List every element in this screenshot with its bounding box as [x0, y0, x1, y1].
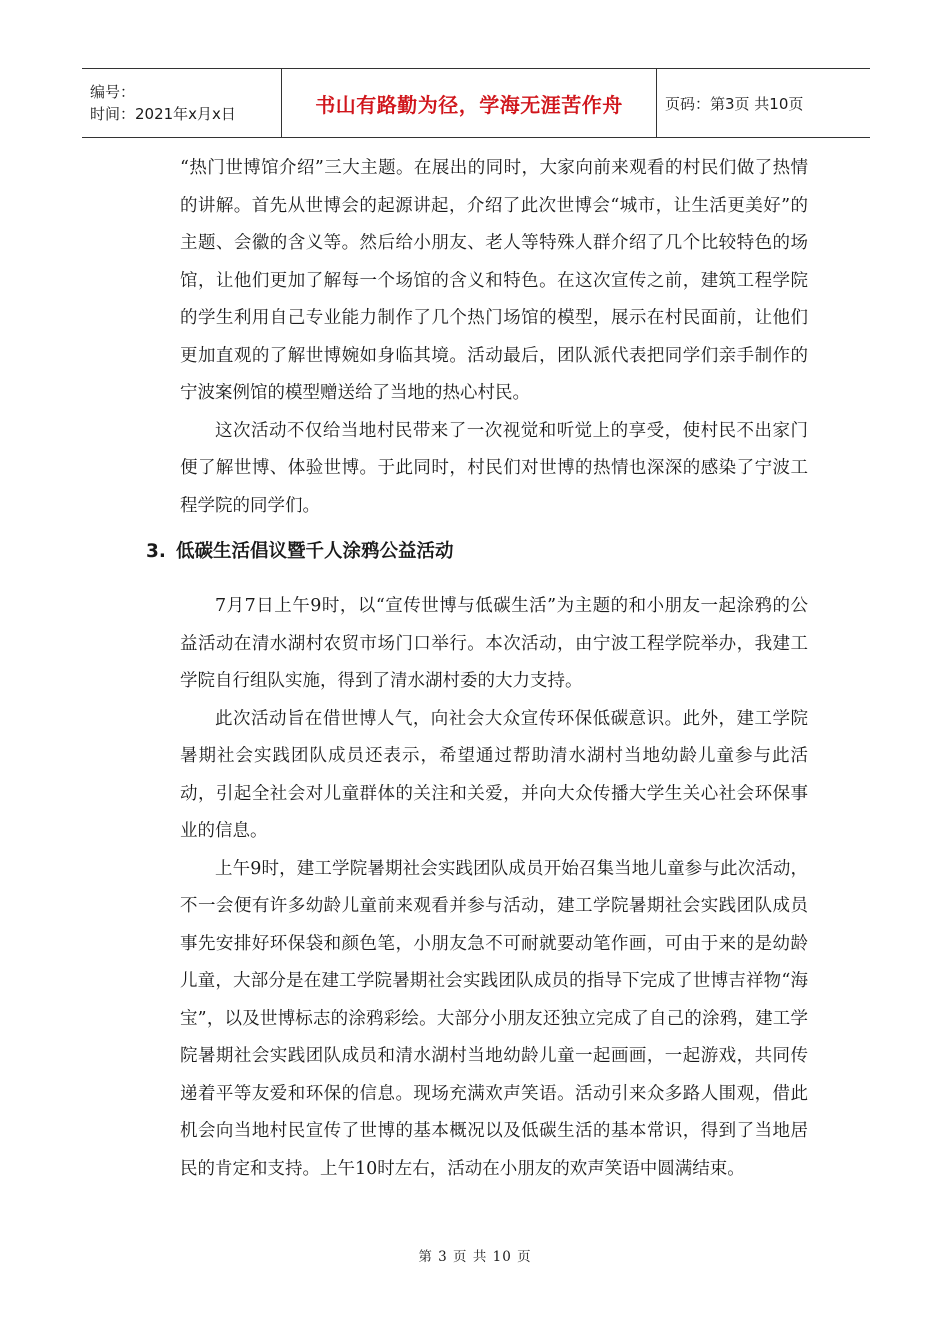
section-heading — [146, 537, 454, 563]
paragraph: 此次活动旨在借世博人气，向社会大众宣传环保低碳意识。此外，建工学院暑期社会实践团队成员还表示，希望通过帮助清水湖村当地幼龄儿童参与此活动，引起全社会对儿童群体的关注和关爱，并向大众传播大学生关心社会环保事业的信息。 — [180, 708, 808, 841]
page-footer: 第 3 页 共 10 页 — [418, 1249, 532, 1265]
paragraph: 上午9时，建工学院暑期社会实践团队成员开始召集当地儿童参与此次活动，不一会便有许多幼龄儿童前来观看并参与活动，建工学院暑期社会实践团队成员事先安排好环保袋和颜色笔，小朋友急不可耐就要动笔作画，可由于来的是幼龄儿童，大部分是在建工学院暑期社会实践团队成员的指导下完成了世博吉祥物“海宝”，以及世博标志的涂鸦彩绘。大部分小朋友还独立完成了自己的涂鸦，建工学院暑期社会实践团队成员和清水湖村当地幼龄儿童一起画画，一起游戏，共同传递着平等友爱和环保的信息。现场充满欢声笑语。活动引来众多路人围观，借此机会向当地村民宣传了世博的基本概况以及低碳生活的基本常识，得到了当地居民的肯定和支持。上午10时左右，活动在小朋友的欢声笑语中圆满结束。 — [180, 858, 808, 1179]
section-number: 3. — [146, 541, 166, 562]
paragraph: 7月7日上午9时，以“宣传世博与低碳生活”为主题的和小朋友一起涂鸦的公益活动在清水湖村农贸市场门口举行。本次活动，由宁波工程学院举办，我建工学院自行组队实施，得到了清水湖村委的大力支持。 — [180, 596, 808, 691]
header-number: 编号： — [90, 83, 136, 101]
header-page-cell — [657, 69, 870, 137]
section3-body — [180, 588, 808, 1188]
header-page-number: 页码：第3页 共10页 — [665, 94, 804, 113]
header-motto: 书山有路勤为径，学海无涯苦作舟 — [315, 92, 623, 117]
paragraph: “热门世博馆介绍”三大主题。在展出的同时，大家向前来观看的村民们做了热情的讲解。首先从世博会的起源讲起，介绍了此次世博会“城市，让生活更美好”的主题、会徽的含义等。然后给小朋友、老人等特殊人群介绍了几个比较特色的场馆，让他们更加了解每一个场馆的含义和特色。在这次宣传之前，建筑工程学院的学生利用自己专业能力制作了几个热门场馆的模型，展示在村民面前，让他们更加直观的了解世博婉如身临其境。活动最后，团队派代表把同学们亲手制作的宁波案例馆的模型赠送给了当地的热心村民。 — [180, 158, 808, 403]
page-header — [82, 68, 870, 138]
header-date: 时间：2021年x月x日 — [90, 105, 236, 123]
section-title: 低碳生活倡议暨千人涂鸦公益活动 — [176, 541, 454, 562]
header-motto-cell — [282, 69, 657, 137]
paragraph: 这次活动不仅给当地村民带来了一次视觉和听觉上的享受，使村民不出家门便了解世博、体验世博。于此同时，村民们对世博的热情也深深的感染了宁波工程学院的同学们。 — [180, 420, 808, 516]
top-section-body — [180, 150, 808, 525]
header-meta — [82, 69, 282, 137]
